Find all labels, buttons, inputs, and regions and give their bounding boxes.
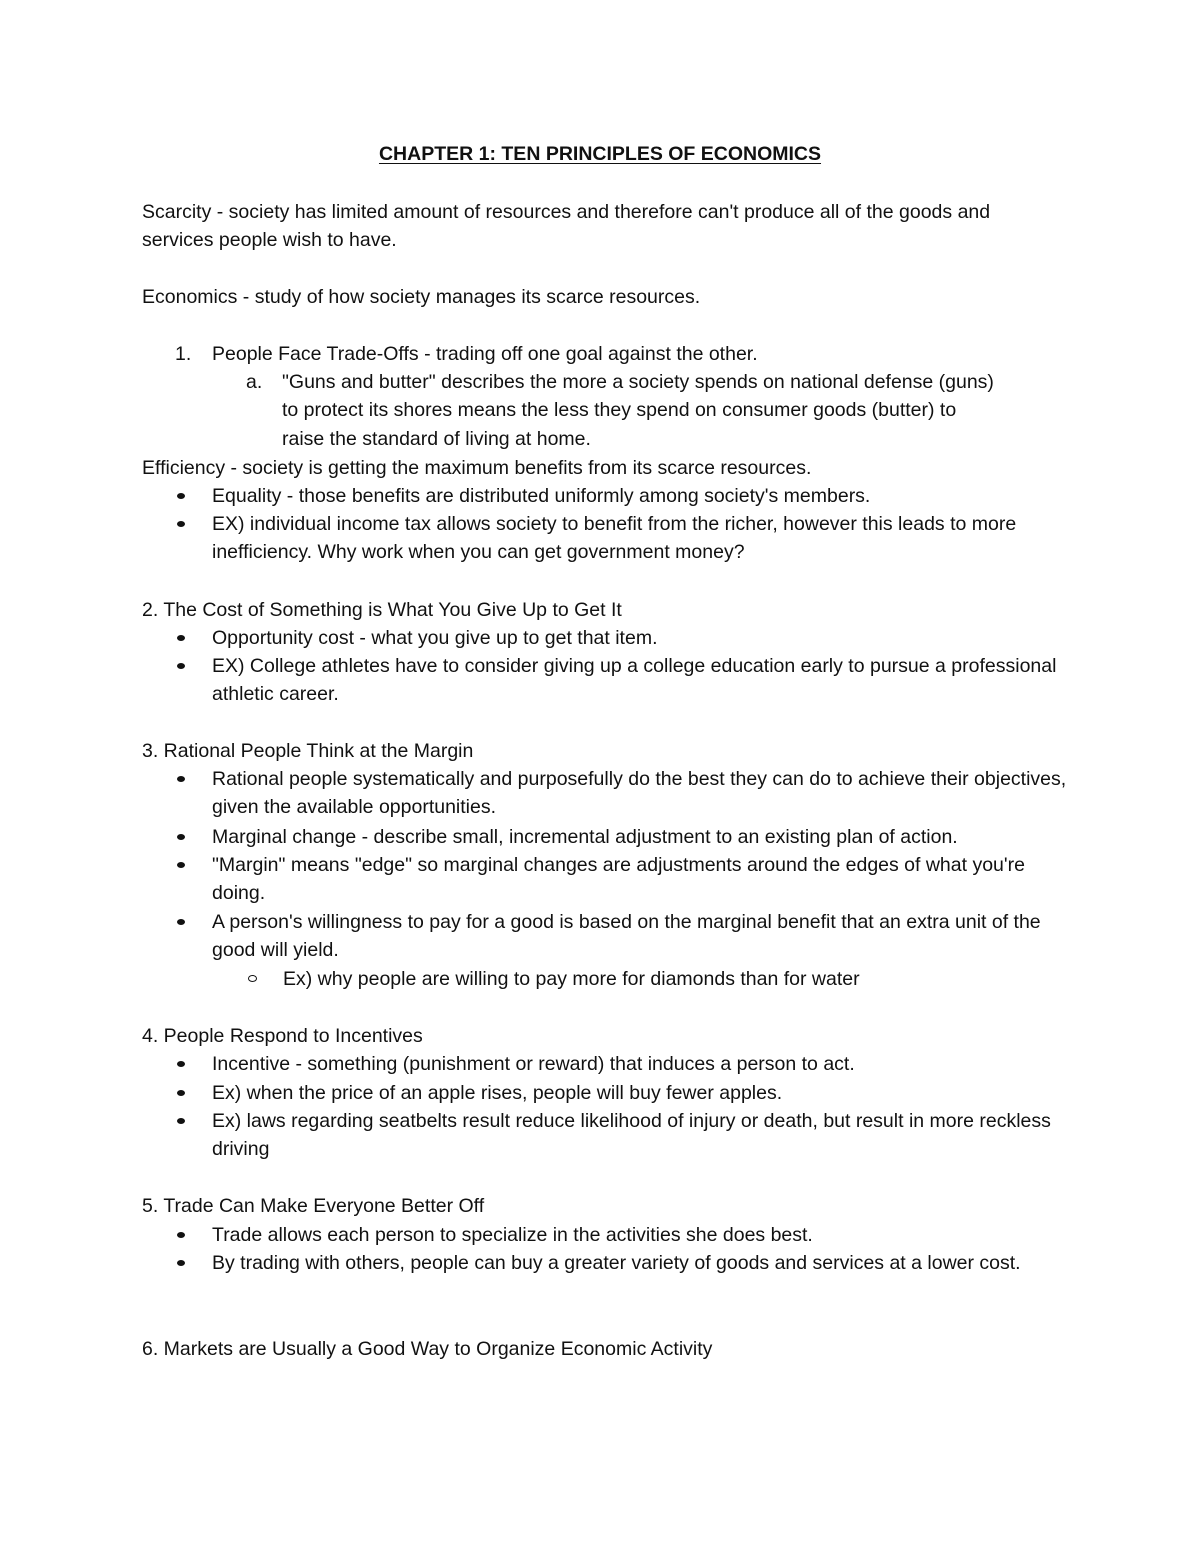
list-item: Rational people systematically and purposefully do the best they can do to achieve their objectives, given the available opportunities.	[142, 765, 1092, 822]
list-item: Opportunity cost - what you give up to get that item.	[142, 624, 1092, 652]
page-title: CHAPTER 1: TEN PRINCIPLES OF ECONOMICS	[378, 143, 822, 165]
list-item: Equality - those benefits are distributed uniformly among society's members.	[142, 482, 1092, 510]
bullet-icon	[177, 1232, 185, 1238]
efficiency-definition: Efficiency - society is getting the maximum benefits from its scarce resources.	[142, 457, 812, 479]
bullet-icon	[177, 663, 185, 669]
list-item: Ex) when the price of an apple rises, people will buy fewer apples.	[142, 1079, 1092, 1107]
bullet-icon	[177, 919, 185, 925]
list-item: Ex) why people are willing to pay more for diamonds than for water	[142, 965, 1092, 993]
principle-6-heading: 6. Markets are Usually a Good Way to Organize Economic Activity	[142, 1338, 713, 1360]
bullet-icon	[177, 834, 185, 840]
bullet-icon	[177, 635, 185, 641]
principle-1-text: People Face Trade-Offs - trading off one goal against the other.	[212, 343, 758, 365]
hollow-bullet-icon	[248, 975, 257, 982]
principle-3-heading: 3. Rational People Think at the Margin	[142, 740, 474, 762]
list-letter: a.	[246, 371, 263, 393]
scarcity-definition: Scarcity - society has limited amount of resources and therefore can't produce all of the goods and services people wish to have.	[142, 201, 991, 252]
economics-definition: Economics - study of how society manages its scarce resources.	[142, 286, 701, 308]
principle-5-heading: 5. Trade Can Make Everyone Better Off	[142, 1195, 485, 1217]
principle-1	[142, 340, 1092, 368]
list-item: "Margin" means "edge" so marginal changes are adjustments around the edges of what you're doing.	[142, 851, 1092, 908]
list-item: Incentive - something (punishment or reward) that induces a person to act.	[142, 1050, 1092, 1078]
list-item: Marginal change - describe small, incremental adjustment to an existing plan of action.	[142, 823, 1092, 851]
list-number: 1.	[175, 343, 192, 365]
bullet-icon	[177, 1260, 185, 1266]
bullet-icon	[177, 1061, 185, 1067]
principle-1-subitem	[142, 368, 1092, 453]
principle-4-heading: 4. People Respond to Incentives	[142, 1025, 423, 1047]
list-item: EX) College athletes have to consider giving up a college education early to pursue a professional athletic career.	[142, 652, 1092, 709]
principle-1-subitem-text: "Guns and butter" describes the more a society spends on national defense (guns) to protect its shores means the less they spend on consumer goods (butter) to raise the standard of living at home.	[282, 371, 994, 450]
list-item: Trade allows each person to specialize in the activities she does best.	[142, 1221, 1092, 1249]
bullet-icon	[177, 776, 185, 782]
principle-2-heading: 2. The Cost of Something is What You Give Up to Get It	[142, 599, 622, 621]
bullet-icon	[177, 493, 185, 499]
bullet-icon	[177, 1118, 185, 1124]
bullet-icon	[177, 862, 185, 868]
list-item: By trading with others, people can buy a greater variety of goods and services at a lower cost.	[142, 1249, 1092, 1277]
list-item: EX) individual income tax allows society to benefit from the richer, however this leads to more inefficiency. Why work when you can get government money?	[142, 510, 1092, 567]
list-item: Ex) laws regarding seatbelts result reduce likelihood of injury or death, but result in more reckless driving	[142, 1107, 1092, 1164]
bullet-icon	[177, 1090, 185, 1096]
list-item: A person's willingness to pay for a good is based on the marginal benefit that an extra unit of the good will yield.	[142, 908, 1092, 965]
bullet-icon	[177, 521, 185, 527]
